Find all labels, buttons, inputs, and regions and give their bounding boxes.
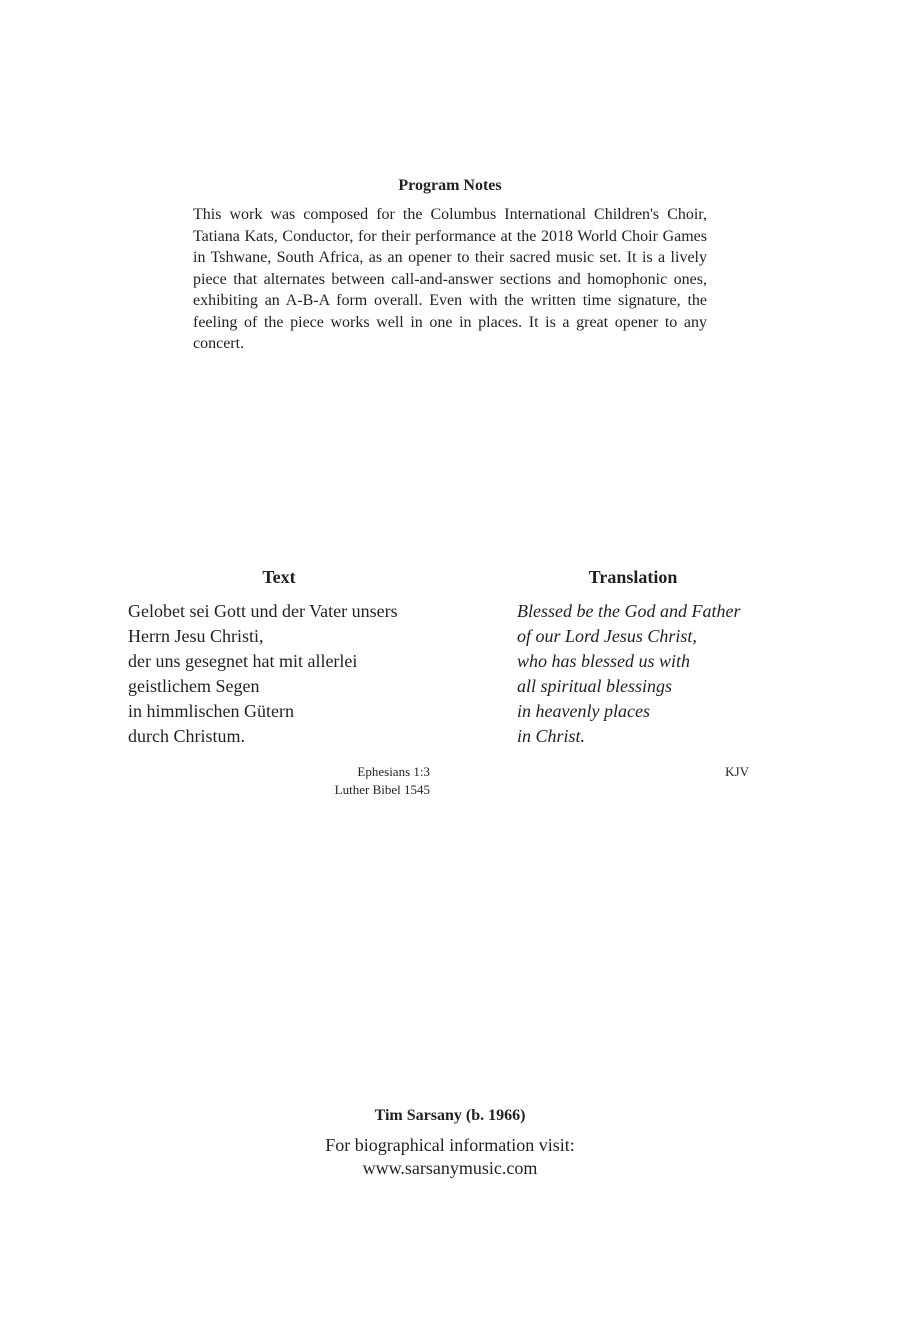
translation-line: of our Lord Jesus Christ, bbox=[517, 626, 697, 646]
translation-source-line: KJV bbox=[725, 764, 749, 779]
composer-name: Tim Sarsany (b. 1966) bbox=[374, 1107, 526, 1124]
text-line: in himmlischen Gütern bbox=[128, 701, 294, 721]
translation-verse bbox=[517, 599, 757, 749]
translation-line: in Christ. bbox=[517, 726, 586, 746]
program-notes-body: This work was composed for the Columbus International Children's Choir, Tatiana Kats, Conductor, for their performance at the 2018 World Choir Games in Tshwane, South Africa, as an opener to their sacred music set. It is a lively piece that alternates between call-and-answer sections and homophonic ones, exhibiting an A-B-A form overall. Even with the written time signature, the feeling of the piece works well in one in places. It is a great opener to any concert. bbox=[193, 206, 707, 352]
composer-bio bbox=[0, 1134, 900, 1180]
translation-line: all spiritual blessings bbox=[517, 676, 673, 696]
text-source bbox=[128, 763, 430, 799]
translation-line: in heavenly places bbox=[517, 701, 650, 721]
translation-source bbox=[517, 763, 749, 781]
text-source-line: Ephesians 1:3 bbox=[357, 764, 430, 779]
text-line: der uns gesegnet hat mit allerlei bbox=[128, 651, 358, 671]
text-column bbox=[128, 565, 433, 799]
program-notes-title: Program Notes bbox=[398, 177, 502, 194]
translation-heading: Translation bbox=[588, 567, 678, 587]
website-link[interactable]: www.sarsanymusic.com bbox=[362, 1158, 538, 1178]
text-verse bbox=[128, 599, 433, 749]
bio-line: For biographical information visit: bbox=[325, 1135, 575, 1155]
text-line: geistlichem Segen bbox=[128, 676, 260, 696]
translation-column bbox=[517, 565, 757, 781]
translation-line: who has blessed us with bbox=[517, 651, 691, 671]
text-line: durch Christum. bbox=[128, 726, 245, 746]
text-line: Gelobet sei Gott und der Vater unsers bbox=[128, 601, 398, 621]
text-line: Herrn Jesu Christi, bbox=[128, 626, 264, 646]
translation-line: Blessed be the God and Father bbox=[517, 601, 741, 621]
text-source-line: Luther Bibel 1545 bbox=[334, 782, 430, 797]
text-heading: Text bbox=[262, 567, 296, 587]
